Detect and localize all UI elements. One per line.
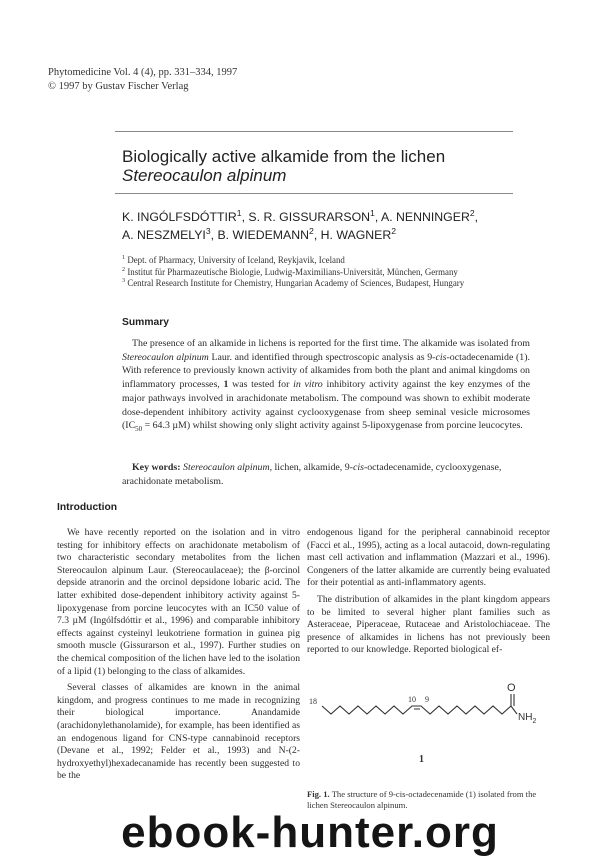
figure-1 [307,678,557,768]
summary-fragment: The presence of an alkamide in lichens is reported for the first time. The alkamide was isolated from [132,338,530,349]
summary-fragment: = 64.3 µM) whilst showing only slight activity against 5-lipoxygenase from porcine leucocytes. [142,420,523,432]
paragraph: The distribution of alkamides in the plant kingdom appears to be limited to several higher plant families such as Asteraceae, Piperaceae, Rutaceae and Aristolochiaceae. The presence of alkamides in lichens has not previously been reported to our knowledge. Reported biological ef- [307,593,550,656]
summary-heading: Summary [122,317,169,328]
author-affil-mark: 2 [309,225,314,236]
affiliation-number: 3 [122,277,126,285]
watermark: ebook-hunter.org [121,808,499,857]
structure-diagram [307,678,557,768]
caption-label: Fig. 1. [307,789,330,799]
affiliation-item [122,255,542,267]
author-name: A. NENNINGER [381,210,470,224]
affiliation-item [122,267,542,279]
atom-label-9: 9 [425,695,429,704]
title-line-1: Biologically active alkamide from the lichen [122,147,446,166]
summary-italic: cis [435,351,447,363]
author-affil-mark: 2 [469,207,475,218]
keywords-italic: Stereocaulon alpinum, [183,462,273,473]
introduction-heading: Introduction [57,502,118,513]
atom-label-18: 18 [309,697,317,706]
paragraph: endogenous ligand for the peripheral cannabinoid receptor (Facci et al., 1995), acting as a local autacoid, down-regulating mast cell activation and inflammation (Mazzari et al., 1996). Congeners of the latter alkamide are currently being evaluated for their potential as anti-inflammatory agents. [307,527,550,589]
summary-italic: Stereocaulon alpinum [122,351,209,363]
affiliation-item [122,278,542,290]
affiliation-text: Institut für Pharmazeutische Biologie, Ludwig-Maximilians-Universität, München, Germany [127,266,458,277]
journal-line: Phytomedicine Vol. 4 (4), pp. 331–334, 1997 [48,67,238,78]
title-rule [115,193,513,194]
summary-italic: in vitro [293,379,323,391]
author-affil-mark: 1 [236,207,242,218]
affiliation-text: Dept. of Pharmacy, University of Iceland, Reykjavik, Iceland [127,255,345,265]
summary-subscript: 50 [135,426,143,434]
paper-title [122,147,522,185]
summary-fragment: -octadecenamide (1). With reference to previously known activity of alkamides from both the plant and animal kingdoms on inflammatory processes, [122,351,531,391]
keywords-label: Key words: [132,462,181,473]
author-name: A. NESZMELYI [122,227,206,242]
right-column [307,527,550,672]
keywords [122,461,530,488]
carbon-chain [322,706,517,714]
author-name: B. WIEDEMANN [217,227,310,242]
affiliation-text: Central Research Institute for Chemistry, Hungarian Academy of Sciences, Budapest, Hungary [127,278,465,288]
title-line-2: Stereocaulon alpinum [122,166,287,185]
keywords-text: -octadecenamide, cyclooxygenase, arachidonate metabolism. [122,462,502,487]
author-affil-mark: 1 [370,207,375,218]
summary-bold: 1 [223,379,229,391]
compound-number: 1 [419,754,424,765]
author-name: K. INGÓLFSDÓTTIR [122,210,237,224]
paragraph: Several classes of alkamides are known in the animal kingdom, and progress continues to me made in recognizing their biological importance. Anandamide (arachidonylethanolamide), for example, has been identified as an endogenous ligand for CNS-type cannabinoid receptors (Devane et al., 1992; Felder et al., 1993) and N-(2-hydroxyethyl)hexadecanamide has recently been suggested to be the [57,682,300,782]
affiliation-number: 2 [122,265,126,273]
atom-label-10: 10 [408,695,416,704]
copyright-line: © 1997 by Gustav Fischer Verlag [48,81,189,92]
top-rule [115,131,513,132]
summary-fragment: Laur. and identified through spectroscopic analysis as 9- [208,351,436,363]
affiliation-number: 1 [122,254,126,262]
left-column [57,527,300,812]
keywords-italic: cis [352,462,364,473]
author-list: K. INGÓLFSDÓTTIR$^1$, S. R. GISSURARSON$^1$, A. NENNINGER$^2$, A. NESZMELYI$^3$, B. WIEDEMANN$^2$, H. WAGNER$^2$ [122,207,479,242]
author-name: S. R. GISSURARSON [248,210,371,224]
affiliations [122,255,542,290]
caption-text: The structure of 9-cis-octadecenamide (1) isolated from the lichen Stereocaulon alpinum. [307,789,537,810]
author-affil-mark: 2 [391,225,397,236]
summary-text [122,337,530,433]
oxygen-label: O [507,682,516,694]
journal-info [48,66,237,94]
amide-label: $NH_2$ [518,712,537,725]
keywords-text: lichen, alkamide, 9- [272,462,353,473]
summary-fragment: was tested for [228,379,294,391]
summary-fragment: inhibitory activity against the key enzymes of the major pathways involved in arachidonate metabolism. The compound was shown to exhibit moderate dose-dependent inhibitory activity against cyclooxygenase from sheep seminal vesicle microsomes (IC [122,379,531,432]
author-name: H. WAGNER [320,227,392,242]
author-affil-mark: 3 [205,225,211,236]
paragraph: We have recently reported on the isolation and in vitro testing for inhibitory effects on arachidonate metabolism of two characteristic secondary metabolites from the lichen Stereocaulon alpinum Laur. (Stereocaulaceae); the β-orcinol depside atranorin and the orcinol depsidone lobaric acid. The latter exhibited dose-dependent inhibitory activity against 5-lipoxygenase from porcine leucocytes with an IC50 value of 7.3 µM (Ingólfsdóttir et al., 1996) and comparable inhibitory effects against cysteinyl leukotriene formation in guinea pig smooth muscle (Gissurarson et al., 1997). Further studies on the chemical composition of the lichen have led to the isolation of a lipid (1) belonging to the class of alkamides. [57,527,300,677]
